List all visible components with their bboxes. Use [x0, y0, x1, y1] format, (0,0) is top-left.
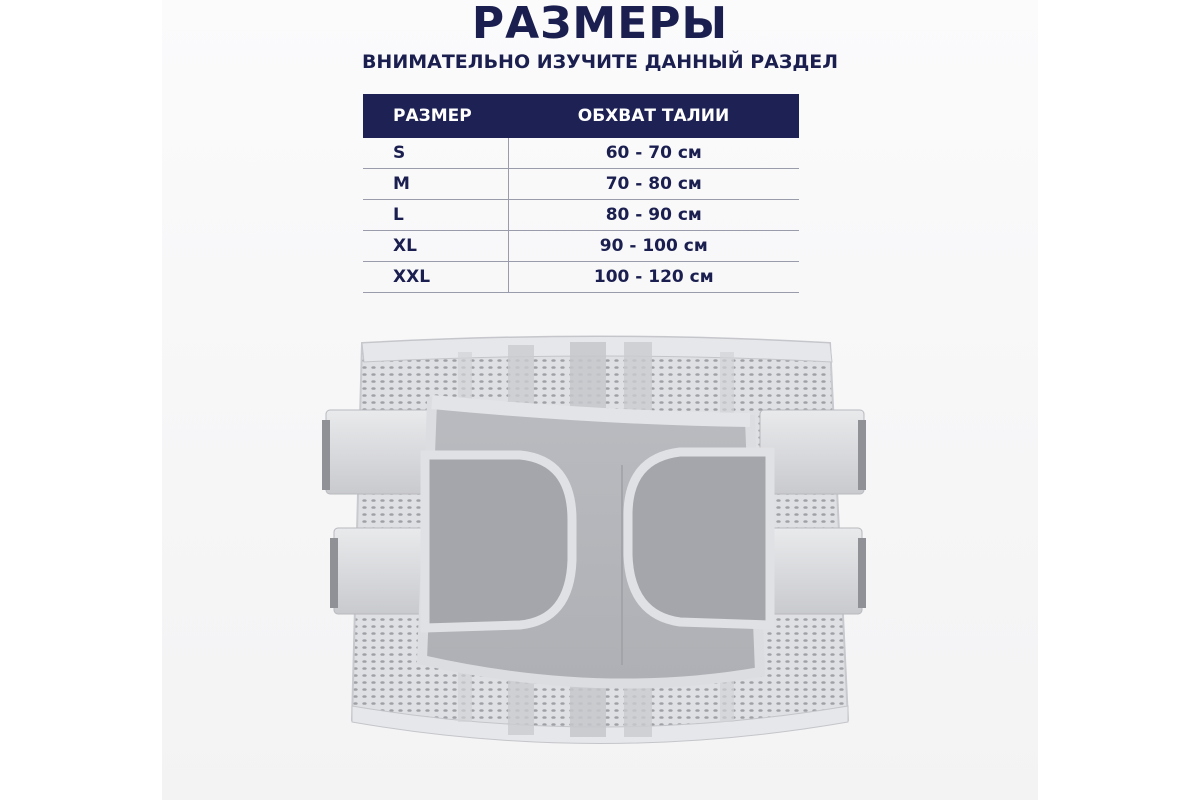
page-title: РАЗМЕРЫ [471, 0, 729, 49]
table-row [363, 200, 799, 231]
back-support-belt-image [300, 320, 900, 790]
table-row [363, 262, 799, 293]
page-subtitle: ВНИМАТЕЛЬНО ИЗУЧИТЕ ДАННЫЙ РАЗДЕЛ [361, 51, 839, 73]
size-cell: XL [363, 231, 508, 262]
table-row [363, 169, 799, 200]
size-cell: L [363, 200, 508, 231]
table-row [363, 231, 799, 262]
waist-cell: 90 - 100 см [508, 231, 799, 262]
size-cell: XXL [363, 262, 508, 293]
size-cell: M [363, 169, 508, 200]
waist-cell: 100 - 120 см [508, 262, 799, 293]
waist-cell: 60 - 70 см [508, 138, 799, 169]
size-cell: S [363, 138, 508, 169]
size-table-header [363, 94, 799, 138]
waist-cell: 70 - 80 см [508, 169, 799, 200]
column-header-waist: ОБХВАТ ТАЛИИ [508, 94, 799, 138]
column-header-size: РАЗМЕР [363, 94, 508, 138]
waist-cell: 80 - 90 см [508, 200, 799, 231]
size-table [363, 94, 799, 293]
table-row [363, 138, 799, 169]
